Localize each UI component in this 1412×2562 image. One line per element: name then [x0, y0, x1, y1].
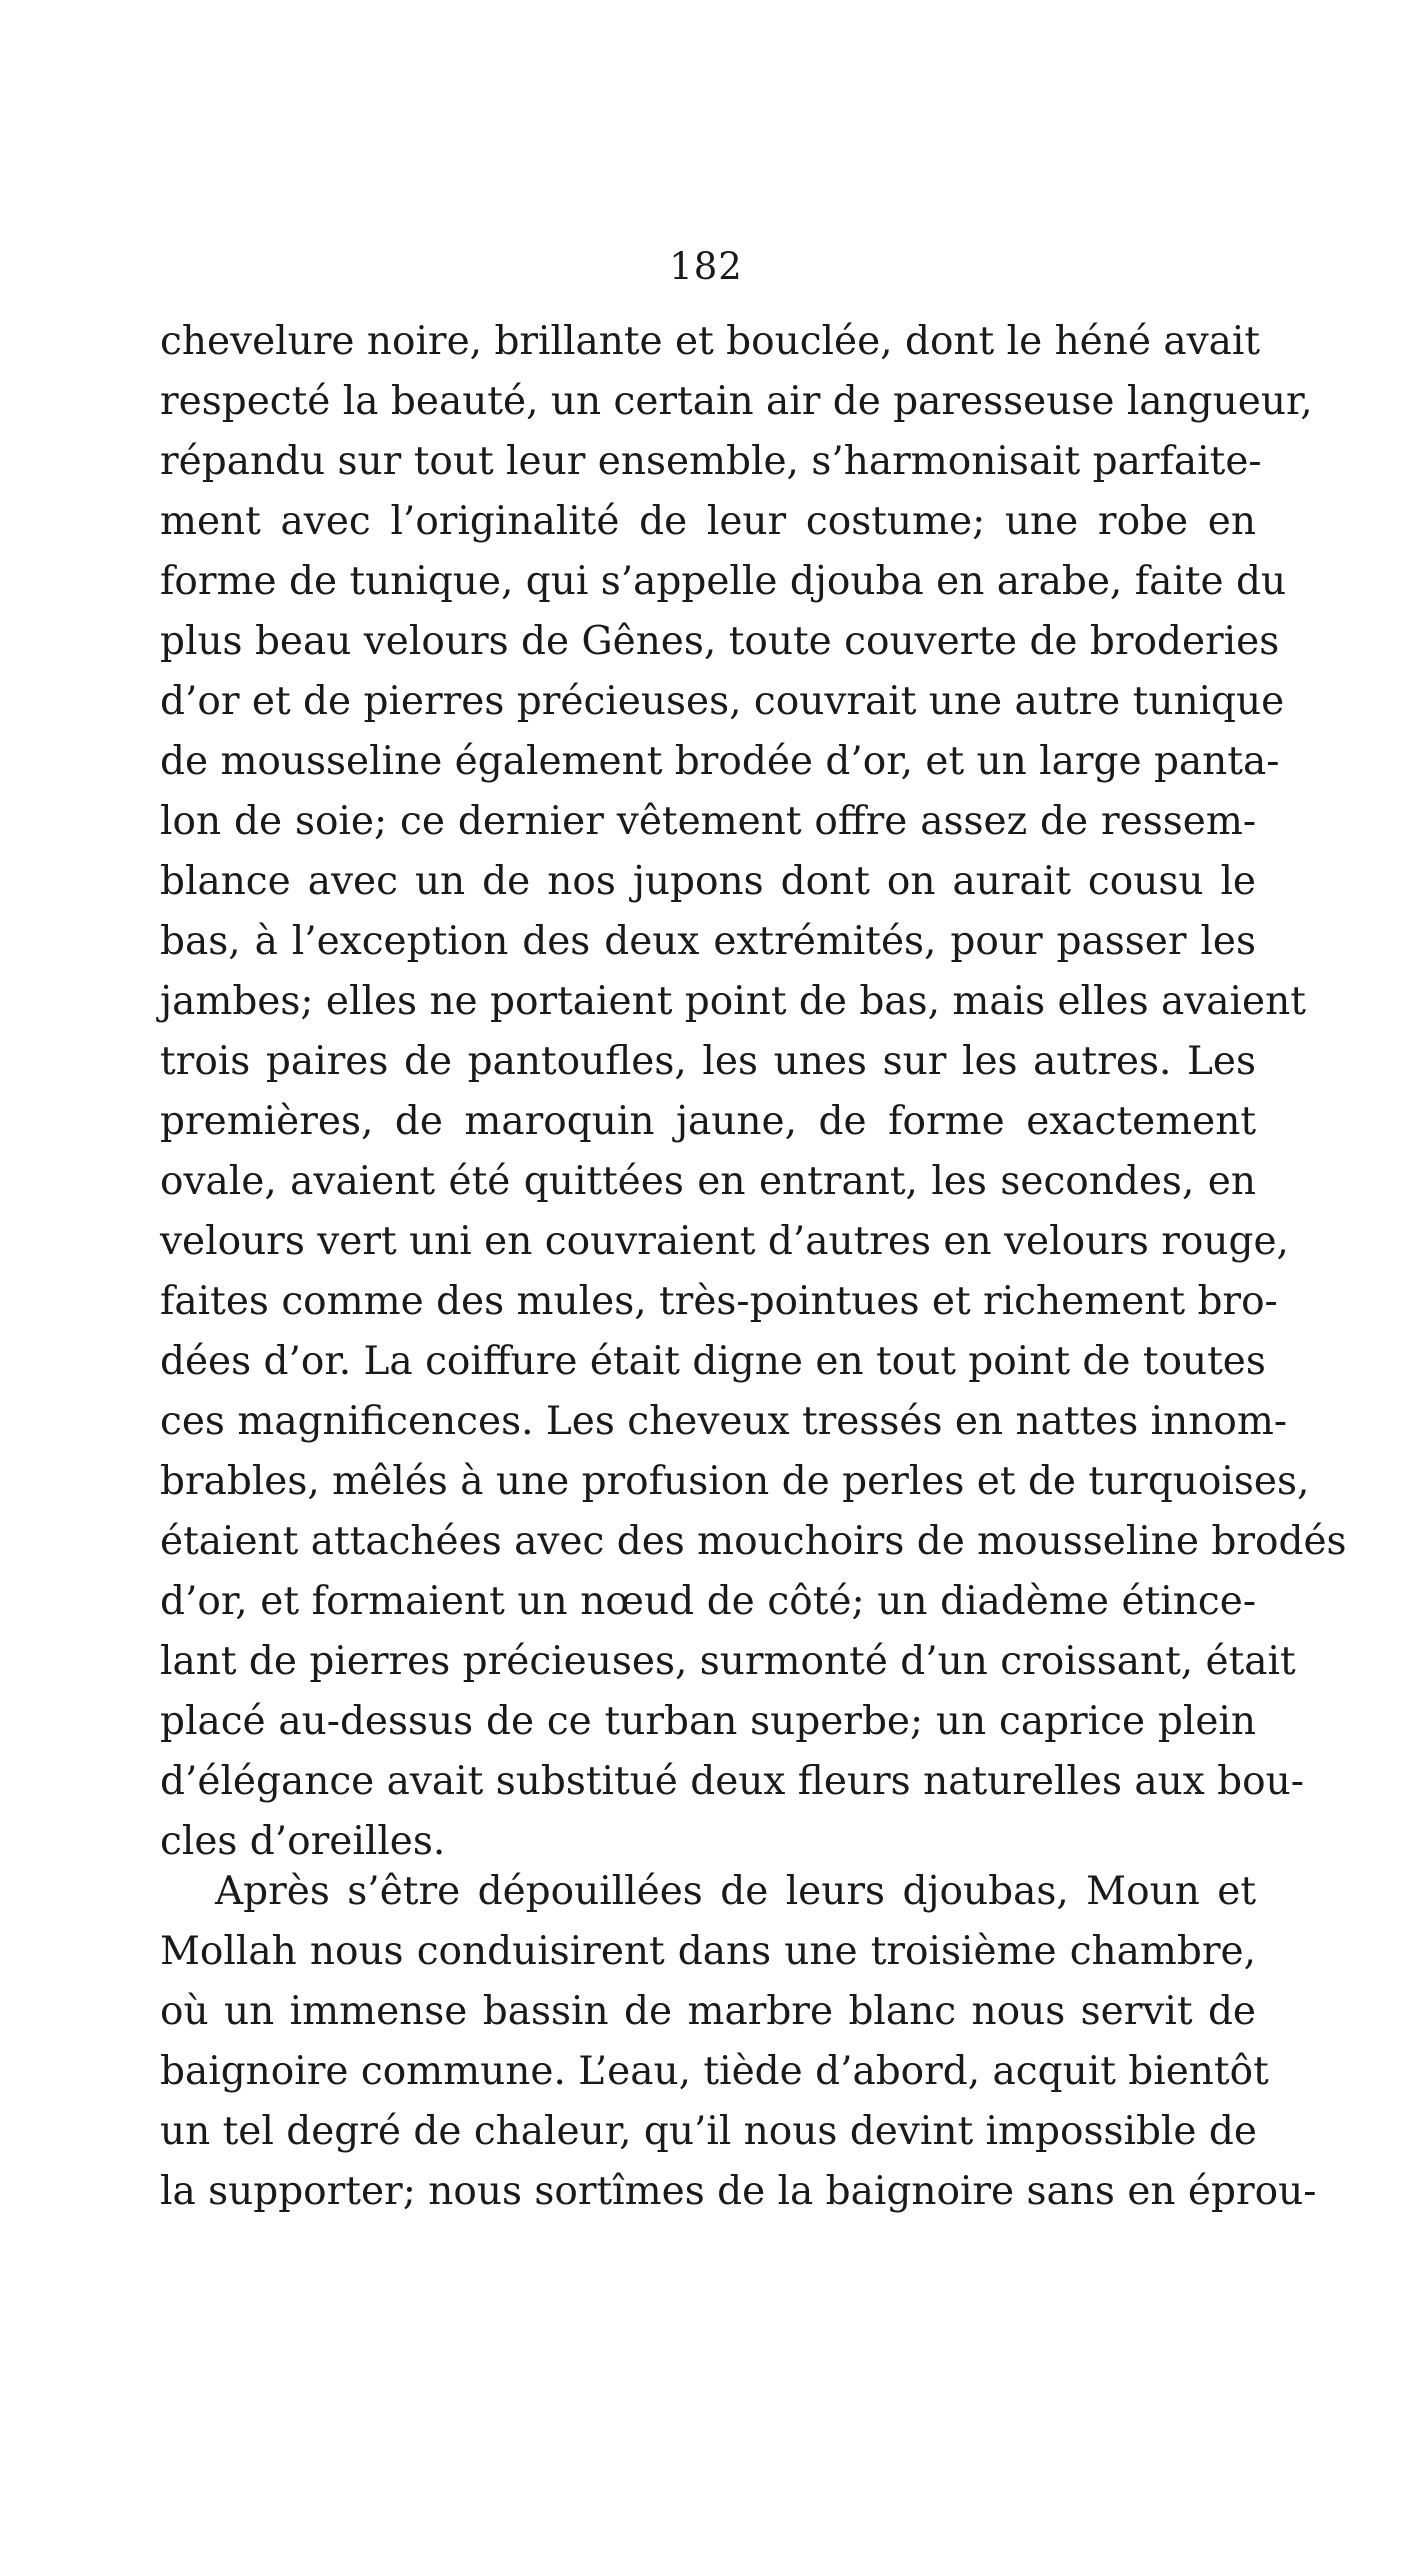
text-line: placé au-dessus de ce turban superbe; un caprice plein — [160, 1699, 1256, 1744]
text-line: ment avec l’originalité de leur costume; une robe en — [160, 499, 1256, 544]
text-line: Après s’être dépouillées de leurs djoubas, Moun et — [215, 1869, 1256, 1914]
page-number: 182 — [669, 245, 743, 288]
text-line: respecté la beauté, un certain air de paresseuse langueur, — [160, 379, 1313, 424]
text-line: baignoire commune. L’eau, tiède d’abord, acquit bientôt — [160, 2049, 1269, 2094]
text-line: bas, à l’exception des deux extrémités, pour passer les — [160, 919, 1256, 964]
text-line: répandu sur tout leur ensemble, s’harmonisait parfaite- — [160, 439, 1262, 484]
paragraph-1 — [160, 312, 1347, 1872]
text-line: jambes; elles ne portaient point de bas, mais elles avaient — [160, 979, 1306, 1024]
text-line: lon de soie; ce dernier vêtement offre assez de ressem- — [160, 799, 1256, 844]
text-line: un tel degré de chaleur, qu’il nous devint impossible de — [160, 2109, 1257, 2154]
text-line: d’élégance avait substitué deux fleurs naturelles aux bou- — [160, 1759, 1304, 1804]
text-line: chevelure noire, brillante et bouclée, dont le héné avait — [160, 319, 1261, 364]
text-line: velours vert uni en couvraient d’autres en velours rouge, — [160, 1219, 1289, 1264]
text-line: étaient attachées avec des mouchoirs de mousseline brodés — [160, 1519, 1347, 1564]
text-line: plus beau velours de Gênes, toute couverte de broderies — [160, 619, 1280, 664]
text-line: blance avec un de nos jupons dont on aurait cousu le — [160, 859, 1256, 904]
text-line: ovale, avaient été quittées en entrant, les secondes, en — [160, 1159, 1256, 1204]
text-line: où un immense bassin de marbre blanc nous servit de — [160, 1989, 1256, 2034]
text-line: ces magnificences. Les cheveux tressés en nattes innom- — [160, 1399, 1288, 1444]
paragraph-2 — [160, 1862, 1317, 2222]
text-line: brables, mêlés à une profusion de perles et de turquoises, — [160, 1459, 1310, 1504]
text-line: trois paires de pantoufles, les unes sur les autres. Les — [160, 1039, 1256, 1084]
text-line: faites comme des mules, très-pointues et richement bro- — [160, 1279, 1278, 1324]
text-line: d’or, et formaient un nœud de côté; un diadème étince- — [160, 1579, 1256, 1624]
text-line: forme de tunique, qui s’appelle djouba en arabe, faite du — [160, 559, 1287, 604]
text-line: dées d’or. La coiffure était digne en tout point de toutes — [160, 1339, 1266, 1384]
text-line: Mollah nous conduisirent dans une troisième chambre, — [160, 1929, 1256, 1974]
text-line: de mousseline également brodée d’or, et un large panta- — [160, 739, 1280, 784]
text-line: cles d’oreilles. — [160, 1819, 446, 1864]
text-line: la supporter; nous sortîmes de la baignoire sans en éprou- — [160, 2169, 1317, 2214]
text-line: lant de pierres précieuses, surmonté d’un croissant, était — [160, 1639, 1296, 1684]
text-line: d’or et de pierres précieuses, couvrait une autre tunique — [160, 679, 1285, 724]
text-line: premières, de maroquin jaune, de forme exactement — [160, 1099, 1256, 1144]
